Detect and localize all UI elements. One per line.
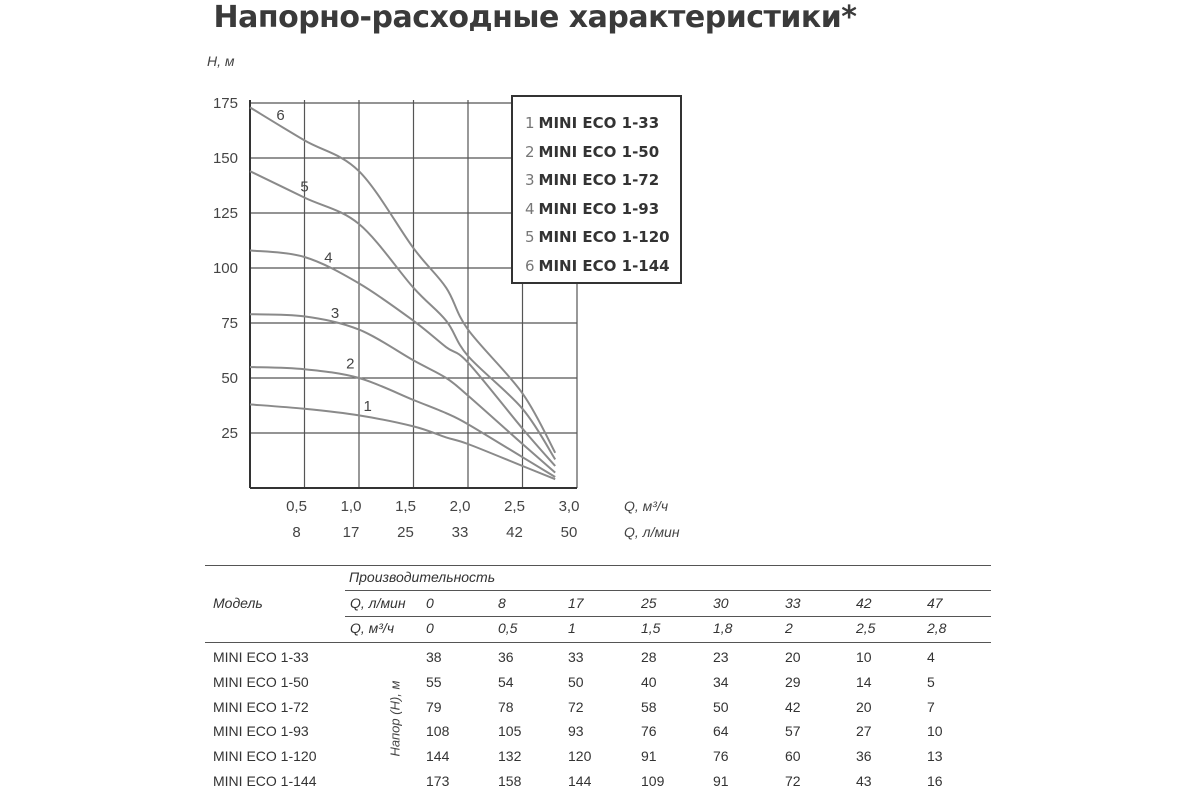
table-cell-value: 76 (641, 723, 657, 740)
q-lmin-value: 47 (927, 595, 943, 611)
x-tick-labels (286, 498, 579, 541)
table-cell-value: 76 (713, 748, 729, 765)
q-m3h-value: 2,8 (927, 620, 947, 636)
curve-number-label: 5 (300, 178, 309, 196)
curve-number-label: 1 (363, 398, 372, 416)
x-tick-label-m3h: 2,5 (504, 498, 525, 515)
table-row-model: MINI ECO 1-93 (213, 723, 309, 740)
table-cell-value: 78 (498, 698, 514, 715)
table-row-model: MINI ECO 1-33 (213, 649, 309, 665)
table-cell-value: 27 (856, 723, 872, 740)
table-row-model: MINI ECO 1-72 (213, 698, 309, 715)
table-cell-value: 132 (498, 748, 522, 765)
table-cell-value: 10 (856, 649, 872, 665)
legend-item (525, 138, 680, 167)
table-cell-value: 144 (568, 773, 592, 789)
table-cell-value: 55 (426, 673, 442, 690)
y-tick-label: 100 (212, 260, 238, 277)
table-cell-value: 43 (856, 773, 872, 789)
legend-item (525, 223, 680, 252)
q-m3h-value: 0 (426, 620, 434, 636)
y-tick-label: 75 (221, 315, 238, 332)
table-subheader-line (345, 616, 991, 617)
curve-number-label: 4 (324, 249, 333, 267)
curve-line-6 (250, 107, 555, 452)
legend-label: MINI ECO 1-33 (538, 114, 660, 132)
table-row-model: MINI ECO 1-120 (213, 748, 317, 765)
table-cell-value: 50 (568, 673, 584, 690)
q-lmin-value: 0 (426, 595, 434, 611)
q-m3h-value: 2 (785, 620, 793, 636)
curve-number-label: 2 (346, 355, 355, 373)
table-cell-value: 60 (785, 748, 801, 765)
table-cell-value: 13 (927, 748, 943, 765)
table-cell-value: 14 (856, 673, 872, 690)
table-cell-value: 72 (568, 698, 584, 715)
legend-number: 1 (525, 114, 535, 132)
performance-table (205, 563, 991, 800)
x-axis-label-lmin: Q, л/мин (624, 524, 680, 540)
q-lmin-label: Q, л/мин (350, 595, 406, 611)
table-cell-value: 158 (498, 773, 522, 789)
table-cell-value: 34 (713, 673, 729, 690)
page-title: Напорно-расходные характеристики* (213, 0, 857, 35)
x-tick-label-m3h: 2,0 (449, 498, 471, 515)
table-cell-value: 29 (785, 673, 801, 690)
productivity-header: Производительность (349, 569, 496, 585)
x-tick-label-m3h: 1,5 (395, 498, 416, 515)
q-lmin-value: 33 (785, 595, 801, 611)
x-tick-label-lmin: 8 (292, 524, 301, 541)
table-cell-value: 108 (426, 723, 450, 740)
table-cell-value: 109 (641, 773, 665, 789)
table-cell-value: 91 (641, 748, 657, 765)
chart-legend (511, 95, 682, 284)
legend-label: MINI ECO 1-120 (538, 228, 670, 246)
legend-item (525, 195, 680, 224)
curve-number-label: 6 (276, 106, 285, 124)
table-cell-value: 58 (641, 698, 657, 715)
x-tick-label-m3h: 1,0 (340, 498, 362, 515)
table-cell-value: 4 (927, 649, 935, 665)
x-tick-label-lmin: 42 (506, 524, 523, 541)
table-cell-value: 38 (426, 649, 442, 665)
x-tick-label-lmin: 17 (342, 524, 360, 541)
q-lmin-value: 30 (713, 595, 729, 611)
table-cell-value: 28 (641, 649, 657, 665)
legend-label: MINI ECO 1-72 (538, 171, 660, 189)
table-cell-value: 20 (785, 649, 801, 665)
table-cell-value: 64 (713, 723, 729, 740)
table-cell-value: 16 (927, 773, 943, 789)
table-cell-value: 10 (927, 723, 943, 740)
table-cell-value: 33 (568, 649, 584, 665)
q-m3h-label: Q, м³/ч (350, 620, 395, 636)
legend-item (525, 166, 680, 195)
table-cell-value: 36 (856, 748, 872, 765)
table-cell-value: 7 (927, 698, 935, 715)
legend-label: MINI ECO 1-144 (538, 256, 670, 275)
table-cell-value: 144 (426, 748, 450, 765)
y-axis-label: H, м (207, 53, 235, 69)
table-cell-value: 91 (713, 773, 729, 789)
y-tick-label: 150 (212, 150, 238, 167)
q-lmin-value: 8 (498, 595, 506, 611)
table-cell-value: 93 (568, 723, 584, 740)
table-cell-value: 50 (713, 698, 729, 715)
table-cell-value: 42 (785, 698, 801, 715)
table-cell-value: 120 (568, 748, 592, 765)
q-m3h-value: 0,5 (498, 620, 518, 636)
legend-number: 3 (525, 171, 535, 189)
y-tick-label: 175 (212, 95, 238, 112)
legend-item (525, 252, 680, 281)
x-axis-label-m3h: Q, м³/ч (624, 498, 669, 514)
legend-item (525, 109, 680, 138)
legend-number: 6 (525, 256, 535, 275)
q-lmin-value: 25 (641, 595, 657, 611)
table-cell-value: 57 (785, 723, 801, 740)
x-tick-label-lmin: 50 (560, 524, 578, 541)
table-row-model: MINI ECO 1-144 (213, 773, 317, 789)
table-cell-value: 5 (927, 673, 935, 690)
q-m3h-value: 2,5 (856, 620, 876, 636)
legend-label: MINI ECO 1-93 (538, 199, 660, 218)
y-tick-label: 50 (221, 370, 238, 387)
model-header: Модель (213, 595, 263, 611)
table-cell-value: 36 (498, 649, 514, 665)
legend-number: 5 (525, 228, 535, 246)
table-header-bottom-line (205, 642, 991, 643)
x-tick-label-lmin: 25 (397, 524, 414, 541)
table-cell-value: 173 (426, 773, 450, 789)
q-lmin-value: 17 (568, 595, 584, 611)
table-cell-value: 40 (641, 673, 657, 690)
chart-curves (250, 107, 555, 479)
curve-number-label: 3 (330, 304, 340, 322)
curve-line-1 (250, 404, 555, 479)
head-axis-label: Напор (H), м (387, 680, 403, 757)
table-cell-value: 79 (426, 698, 442, 715)
table-row-model: MINI ECO 1-50 (213, 673, 309, 690)
y-tick-labels (213, 95, 238, 442)
table-cell-value: 23 (713, 649, 729, 665)
table-cell-value: 54 (498, 673, 514, 690)
table-cell-value: 20 (856, 698, 872, 715)
q-lmin-value: 42 (856, 595, 872, 611)
legend-label: MINI ECO 1-50 (538, 142, 660, 161)
x-tick-label-lmin: 33 (451, 524, 469, 541)
y-tick-label: 125 (212, 205, 238, 222)
table-subheader-line (345, 590, 991, 591)
legend-number: 4 (525, 199, 535, 218)
x-tick-label-m3h: 0,5 (286, 498, 307, 515)
table-top-line (205, 565, 991, 566)
y-tick-label: 25 (221, 425, 238, 442)
table-cell-value: 105 (498, 723, 522, 740)
x-tick-label-m3h: 3,0 (558, 498, 580, 515)
q-m3h-value: 1,5 (641, 620, 661, 636)
table-cell-value: 72 (785, 773, 801, 789)
q-m3h-value: 1,8 (713, 620, 733, 636)
legend-number: 2 (525, 142, 535, 161)
q-m3h-value: 1 (568, 620, 576, 636)
